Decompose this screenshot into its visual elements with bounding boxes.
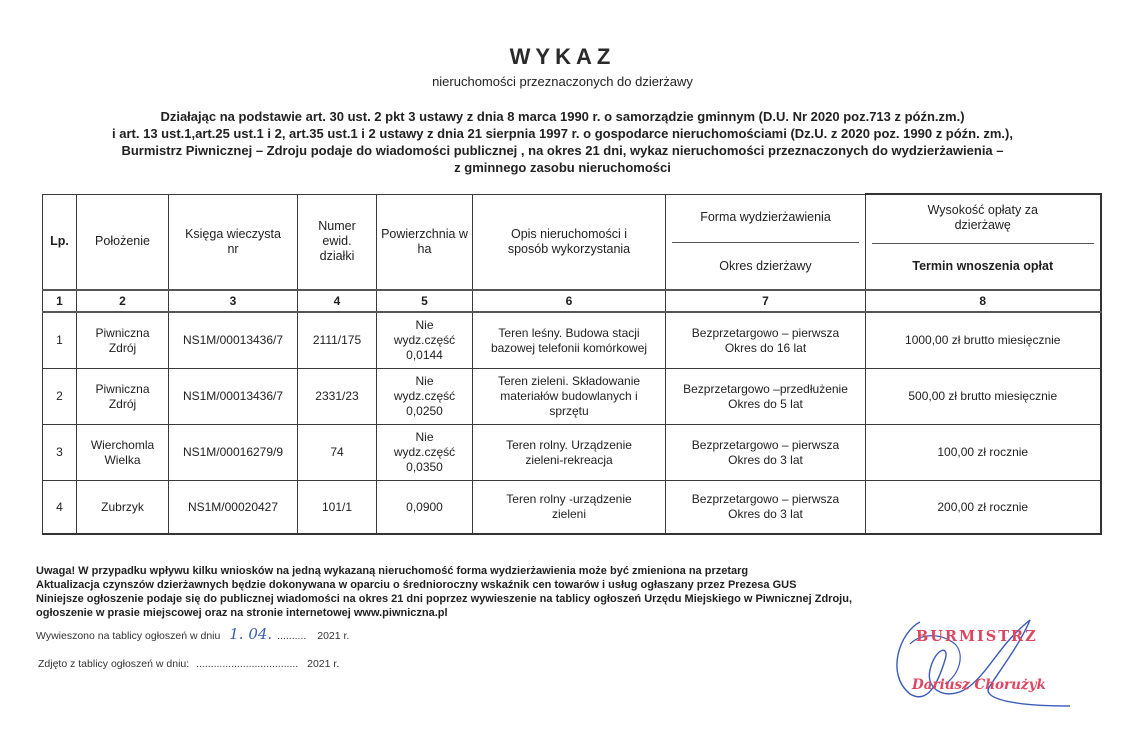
line: Bezprzetargowo – pierwsza [691, 325, 840, 340]
cell-lp: 1 [43, 312, 77, 369]
document-subtitle: nieruchomości przeznaczonych do dzierżawy [432, 74, 693, 89]
line: Okres do 5 lat [728, 396, 803, 411]
header-powierzchnia-text: Powierzchnia w ha [381, 226, 468, 256]
cell-oplata: 1000,00 zł brutto miesięcznie [866, 312, 1101, 369]
header-powierzchnia [377, 194, 473, 290]
posted-date-line [36, 625, 349, 645]
cell-numer: 2111/175 [298, 312, 377, 369]
cell-forma [666, 481, 866, 535]
cell-lp: 4 [43, 481, 77, 535]
line: Okres do 16 lat [724, 340, 807, 355]
cell-polozenie [77, 481, 169, 535]
cell-oplata: 500,00 zł brutto miesięcznie [866, 369, 1101, 425]
line: Okres do 3 lat [728, 507, 803, 521]
preamble-line: Działając na podstawie art. 30 ust. 2 pkt 3 ustawy z dnia 8 marca 1990 r. o samorządzie gminnym (D.U. Nr 2020 poz.713 z późn.zm.) [160, 109, 965, 124]
cell-forma [666, 369, 866, 425]
cell-numer: 2331/23 [298, 369, 377, 425]
column-number: 8 [866, 290, 1101, 312]
cell-oplata: 100,00 zł rocznie [866, 425, 1101, 481]
cell-numer: 101/1 [298, 481, 377, 535]
mayor-stamp-signature [880, 610, 1070, 720]
line: Teren zieleni. Składowanie [497, 374, 641, 388]
cell-numer: 74 [298, 425, 377, 481]
column-number: 1 [43, 290, 77, 312]
property-lease-table [42, 193, 1102, 535]
header-opis [473, 194, 666, 290]
header-lp: Lp. [43, 194, 77, 290]
header-ksiega-text: Księga wieczysta nr [185, 226, 281, 256]
line: Nie [415, 374, 434, 388]
header-okres: Okres dzierżawy [719, 258, 812, 273]
line: Bezprzetargowo – pierwsza [691, 437, 840, 452]
column-number: 7 [666, 290, 866, 312]
line: materiałów budowlanych i [500, 389, 638, 403]
line: Teren rolny -urządzenie [506, 492, 632, 506]
line: wydz.część [393, 445, 456, 459]
header-forma: Forma wydzierżawienia [672, 195, 859, 244]
line: Zdrój [108, 396, 137, 411]
header-opis-text: Opis nieruchomości i sposób wykorzystania [507, 226, 631, 256]
stamp-title: BURMISTRZ [916, 628, 1038, 645]
posted-date-handwritten: 1. 04. [229, 625, 273, 643]
note-line: Uwaga! W przypadku wpływu kilku wniosków na jedną wykazaną nieruchomość forma wydzierżawienia może być zmieniona na przetarg [36, 565, 749, 577]
cell-powierzchnia [377, 312, 473, 369]
cell-forma [666, 312, 866, 369]
line: Nie [415, 318, 434, 332]
cell-powierzchnia [377, 425, 473, 481]
line: zieleni [551, 507, 587, 521]
cell-ksiega: NS1M/00016279/9 [169, 425, 298, 481]
header-termin: Termin wnoszenia opłat [912, 258, 1054, 273]
table-row [43, 312, 1101, 369]
header-wysokosc-text: Wysokość opłaty za dzierżawę [927, 202, 1038, 232]
note-line: ogłoszenie w prasie miejscowej oraz na stronie internetowej www.piwniczna.pl [36, 607, 448, 619]
preamble-line: i art. 13 ust.1,art.25 ust.1 i 2, art.35 ust.1 i 2 ustawy z dnia 21 sierpnia 1997 r. o gospodarce nieruchomościami (Dz.U. z 2020 poz. 1990 z późn. zm.), [112, 126, 1013, 141]
cell-ksiega: NS1M/00013436/7 [169, 369, 298, 425]
column-number: 6 [473, 290, 666, 312]
line: Okres do 3 lat [728, 452, 803, 467]
column-number: 2 [77, 290, 169, 312]
column-number: 4 [298, 290, 377, 312]
line: Teren leśny. Budowa stacji [498, 325, 640, 340]
header-forma-okres [666, 194, 866, 290]
cell-powierzchnia [377, 481, 473, 535]
cell-lp: 2 [43, 369, 77, 425]
header-wysokosc [872, 195, 1094, 244]
cell-oplata: 200,00 zł rocznie [866, 481, 1101, 535]
table-row [43, 425, 1101, 481]
line: Piwniczna [95, 381, 150, 396]
header-row [43, 194, 1101, 290]
removed-label: Zdjęto z tablicy ogłoszeń w dniu: [38, 658, 190, 670]
header-oplata-termin [866, 194, 1101, 290]
column-number-row [43, 290, 1101, 312]
signature-scribble-icon [880, 610, 1070, 720]
cell-polozenie [77, 369, 169, 425]
line: Zdrój [108, 340, 137, 355]
legal-preamble [0, 108, 1125, 176]
header-numer-text: Numer ewid. działki [318, 219, 356, 264]
line: Teren rolny. Urządzenie [506, 437, 632, 452]
line: zieleni-rekreacja [525, 452, 613, 467]
cell-forma [666, 425, 866, 481]
cell-opis [473, 369, 666, 425]
table-row [43, 481, 1101, 535]
line: bazowej telefonii komórkowej [490, 340, 648, 355]
line: Piwniczna [95, 325, 150, 340]
cell-opis [473, 481, 666, 535]
line: 0,0250 [406, 404, 443, 418]
line: sprzętu [549, 404, 589, 418]
notes-section [36, 564, 852, 620]
note-line: Aktualizacja czynszów dzierżawnych będzie dokonywana w oparciu o średnioroczny wskaźnik cen towarów i usług ogłaszany przez Prezesa GUS [36, 579, 797, 591]
line: 0,0350 [406, 460, 443, 474]
cell-polozenie [77, 312, 169, 369]
posted-label: Wywieszono na tablicy ogłoszeń w dniu [36, 630, 221, 642]
line: wydz.część [393, 389, 456, 403]
document-title: WYKAZ [509, 44, 616, 69]
removed-year: 2021 r. [307, 658, 340, 670]
cell-opis [473, 425, 666, 481]
line: Zubrzyk [101, 499, 144, 514]
preamble-line: Burmistrz Piwnicznej – Zdroju podaje do wiadomości publicznej , na okres 21 dni, wykaz nieruchomości przeznaczonych do wydzierżawienia – [121, 143, 1004, 158]
cell-ksiega: NS1M/00013436/7 [169, 312, 298, 369]
line: 0,0144 [406, 348, 443, 362]
header-polozenie: Położenie [77, 194, 169, 290]
line: Wierchomla [90, 437, 155, 452]
preamble-line: z gminnego zasobu nieruchomości [454, 160, 671, 175]
line: wydz.część [393, 333, 456, 347]
line: Nie [415, 430, 434, 444]
posted-year: 2021 r. [317, 630, 350, 642]
table-row [43, 369, 1101, 425]
line: Bezprzetargowo –przedłużenie [683, 381, 848, 396]
column-number: 3 [169, 290, 298, 312]
header-ksiega [169, 194, 298, 290]
cell-opis [473, 312, 666, 369]
line: 0,0900 [406, 499, 443, 514]
note-line: Niniejsze ogłoszenie podaje się do publicznej wiadomości na okres 21 dni poprzez wywieszenie na tablicy ogłoszeń Urzędu Miejskiego w Piwnicznej Zdroju, [36, 593, 853, 605]
stamp-name: Dariusz Chorużyk [912, 677, 1046, 693]
line: Bezprzetargowo – pierwsza [691, 492, 840, 506]
posted-dots: .......... [277, 630, 307, 642]
cell-polozenie [77, 425, 169, 481]
removed-dots: ................................... [196, 658, 299, 670]
cell-lp: 3 [43, 425, 77, 481]
line: Wielka [104, 452, 141, 467]
column-number: 5 [377, 290, 473, 312]
removed-date-line [38, 655, 339, 673]
cell-ksiega: NS1M/00020427 [169, 481, 298, 535]
header-numer [298, 194, 377, 290]
cell-powierzchnia [377, 369, 473, 425]
